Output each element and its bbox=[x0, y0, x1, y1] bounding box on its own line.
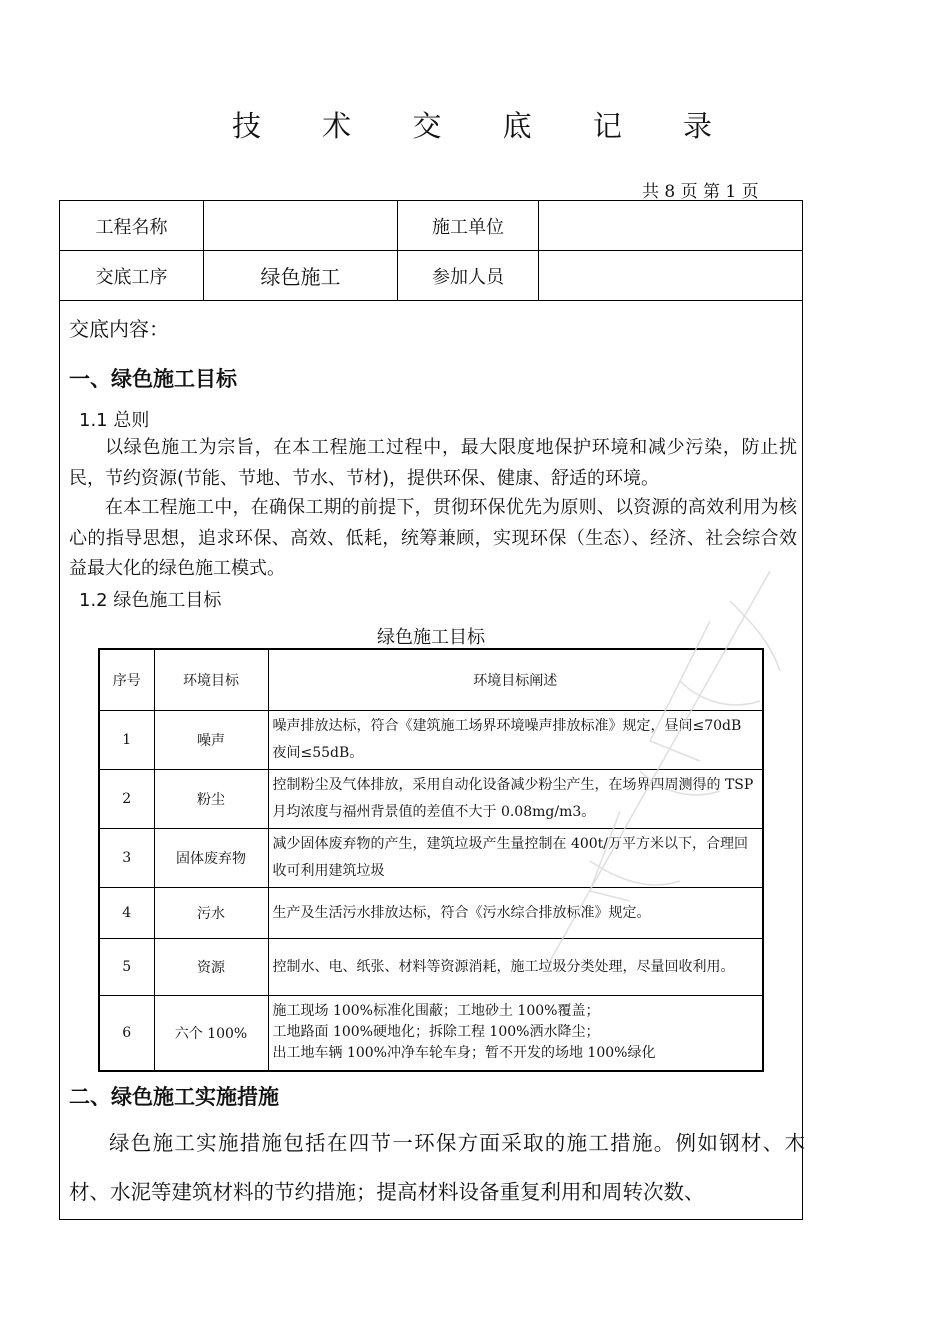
section-1-2-heading: 1.2 绿色施工目标 bbox=[79, 590, 222, 611]
row-description: 减少固体废弃物的产生，建筑垃圾产生量控制在 400t/万平方米以下，合理回收可利用建筑垃圾 bbox=[268, 829, 763, 888]
row-no: 4 bbox=[99, 888, 154, 939]
row-description bbox=[268, 996, 763, 1071]
procedure-value[interactable]: 绿色施工 bbox=[260, 265, 341, 289]
header-row-1 bbox=[60, 201, 802, 251]
row-no: 1 bbox=[99, 711, 154, 770]
table-row bbox=[99, 996, 763, 1071]
column-header-description: 环境目标阐述 bbox=[268, 649, 763, 711]
table-row bbox=[99, 770, 763, 829]
general-paragraph-1: 以绿色施工为宗旨，在本工程施工过程中，最大限度地保护环境和减少污染，防止扰民，节约资源(节能、节地、节水、节材)，提供环保、健康、舒适的环境。 bbox=[69, 437, 797, 489]
contractor-value[interactable] bbox=[539, 201, 802, 250]
table-header-row bbox=[99, 649, 763, 711]
table-caption: 绿色施工目标 bbox=[377, 627, 485, 648]
project-name-label: 工程名称 bbox=[95, 216, 168, 238]
table-row bbox=[99, 888, 763, 939]
frame-bottom-border bbox=[59, 1219, 803, 1220]
row-no: 3 bbox=[99, 829, 154, 888]
project-name-value[interactable] bbox=[204, 201, 397, 250]
row-no: 6 bbox=[99, 996, 154, 1071]
contractor-label: 施工单位 bbox=[432, 216, 504, 238]
column-header-no: 序号 bbox=[99, 649, 154, 711]
general-paragraph-2: 在本工程施工中，在确保工期的前提下，贯彻环保优先为原则、以资源的高效利用为核心的指导思想，追求环保、高效、低耗，统筹兼顾，实现环保（生态）、经济、社会综合效益最大化的绿色施工模式。 bbox=[69, 497, 797, 579]
row-target: 粉尘 bbox=[154, 770, 268, 829]
green-construction-goals-table bbox=[98, 648, 764, 1072]
row-no: 2 bbox=[99, 770, 154, 829]
header-row-2 bbox=[60, 251, 802, 301]
table-row bbox=[99, 829, 763, 888]
table-row bbox=[99, 711, 763, 770]
document-title: 技 术 交 底 记 录 bbox=[231, 109, 739, 143]
description-line: 施工现场 100%标准化围蔽；工地砂土 100%覆盖； bbox=[272, 1003, 600, 1020]
description-line: 工地路面 100%硬地化；拆除工程 100%洒水降尘； bbox=[272, 1024, 600, 1041]
row-description: 控制粉尘及气体排放，采用自动化设备减少粉尘产生，在场界四周测得的 TSP 月均浓度与福州背景值的差值不大于 0.08mg/m3。 bbox=[268, 770, 763, 829]
page-info: 共 8 页 第 1 页 bbox=[642, 182, 759, 202]
section-2-heading: 二、绿色施工实施措施 bbox=[69, 1085, 279, 1109]
procedure-label: 交底工序 bbox=[95, 266, 168, 288]
participants-label: 参加人员 bbox=[432, 266, 504, 288]
row-target: 六个 100% bbox=[154, 996, 268, 1071]
row-description: 控制水、电、纸张、材料等资源消耗，施工垃圾分类处理，尽量回收利用。 bbox=[268, 939, 763, 996]
row-description: 噪声排放达标，符合《建筑施工场界环境噪声排放标准》规定，昼间≤70dB 夜间≤55dB。 bbox=[268, 711, 763, 770]
section-1-heading: 一、绿色施工目标 bbox=[69, 367, 237, 391]
row-target: 固体废弃物 bbox=[154, 829, 268, 888]
row-target: 资源 bbox=[154, 939, 268, 996]
row-target: 污水 bbox=[154, 888, 268, 939]
description-line: 出工地车辆 100%冲净车轮车身；暂不开发的场地 100%绿化 bbox=[272, 1045, 656, 1062]
contents-label: 交底内容： bbox=[69, 317, 169, 341]
participants-value[interactable] bbox=[539, 251, 802, 300]
section-1-1-heading: 1.1 总则 bbox=[79, 410, 150, 431]
row-target: 噪声 bbox=[154, 711, 268, 770]
table-row bbox=[99, 939, 763, 996]
row-no: 5 bbox=[99, 939, 154, 996]
column-header-target: 环境目标 bbox=[154, 649, 268, 711]
section-2-paragraph: 绿色施工实施措施包括在四节一环保方面采取的施工措施。例如钢材、木材、水泥等建筑材料的节约措施；提高材料设备重复利用和周转次数、 bbox=[69, 1131, 805, 1204]
record-form bbox=[59, 200, 803, 1220]
row-description: 生产及生活污水排放达标，符合《污水综合排放标准》规定。 bbox=[268, 888, 763, 939]
